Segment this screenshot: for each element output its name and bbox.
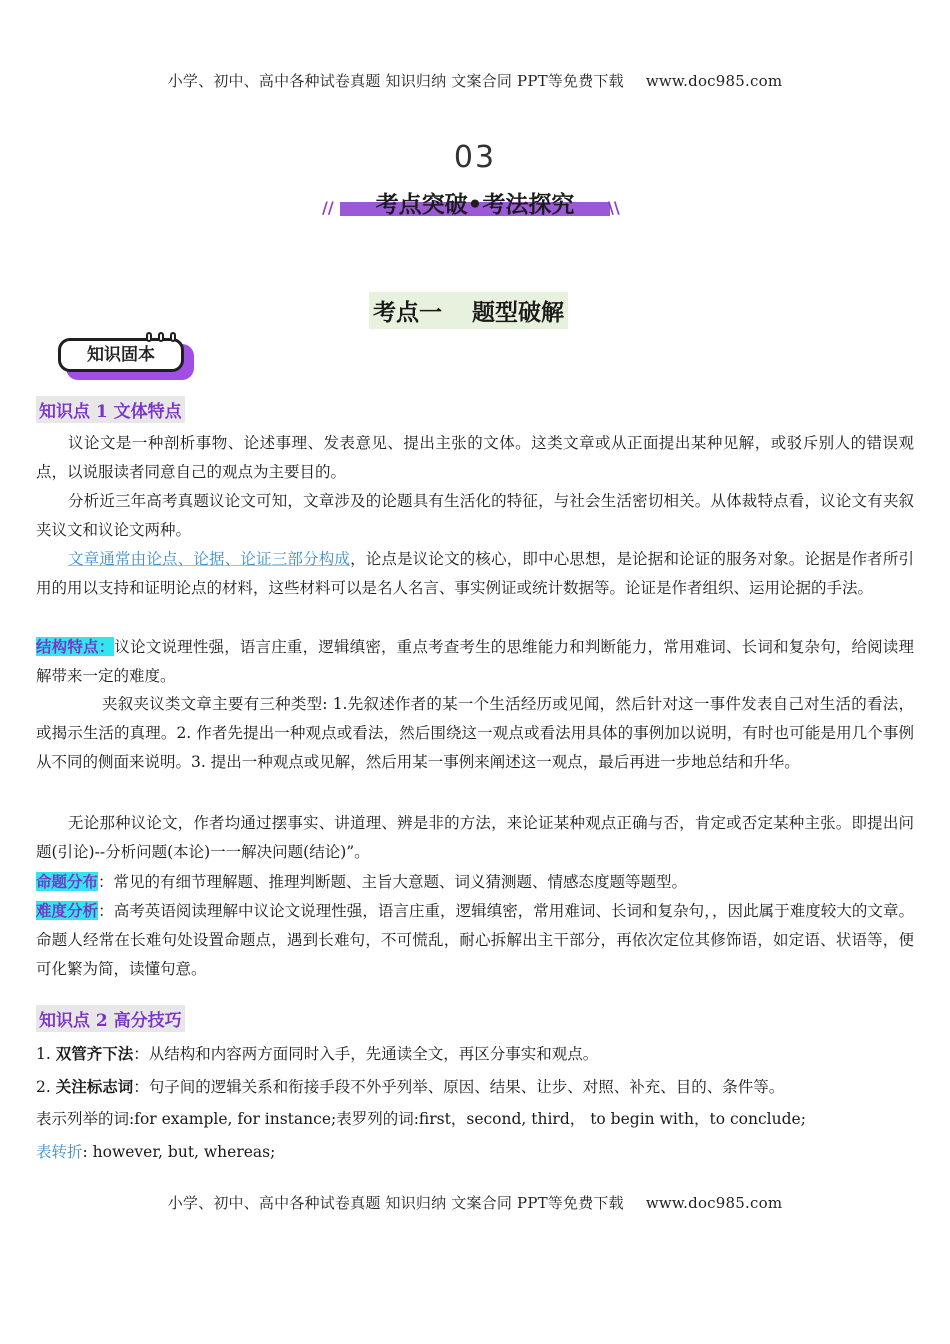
kp1-paragraph-6: 无论那种议论文，作者均通过摆事实、讲道理、辨是非的方法，来论证某种观点正确与否，肯定或否定某种主张。即提出问题(引论)--分析问题(本论)一一解决问题(结论)”。 <box>36 814 914 861</box>
section-title-banner <box>320 186 630 220</box>
footer-text: 小学、初中、高中各种试卷真题 知识归纳 文案合同 PPT等免费下载 <box>167 1194 624 1212</box>
structure-label: 结构特点： <box>36 637 115 656</box>
kp1-heading: 知识点 1 文体特点 <box>36 396 185 423</box>
section-number <box>0 140 950 175</box>
kp1-paragraph-3 <box>36 545 914 603</box>
kp1-paragraph-7 <box>36 867 914 897</box>
kp1-p3-highlight: 文章通常由论点、论据、论证三部分构成 <box>68 550 351 568</box>
distribution-text: ：常见的有细节理解题、推理判断题、主旨大意题、词义猜测题、情感态度题等题型。 <box>98 873 688 891</box>
kp1-paragraph-8 <box>36 896 914 984</box>
kp2-line-1-text: ：从结构和内容两方面同时入手，先通读全文，再区分事实和观点。 <box>133 1045 599 1063</box>
badge-rings-icon <box>146 332 186 342</box>
kp1-paragraph-4 <box>36 632 914 691</box>
kp2-line-2 <box>36 1072 914 1102</box>
difficulty-text: ：高考英语阅读理解中议论文说理性强，语言庄重，逻辑缜密，常用难词、长词和复杂句，，因此属于难度较大的文章。命题人经常在长难句处设置命题点，遇到长难句，不可慌乱，耐心拆解出主干部分，再依次定位其修饰语，如定语、状语等，便可化繁为简，读懂句意。 <box>36 902 914 978</box>
section-title: 考点突破•考法探究 <box>375 192 575 218</box>
kp1-paragraph-5: 夹叙夹议类文章主要有三种类型: 1.先叙述作者的某一个生活经历或见闻，然后针对这一事件发表自己对生活的看法，或揭示生活的真理。2. 作者先提出一种观点或看法，然后围绕这一观点或看法用具体的事例加以说明，有时也可能是用几个事例从不同的侧面来说明。3. 提出一种观点或见解，然后用某一事例来阐述这一观点，最后再进一步地总结和升华。 <box>36 695 914 771</box>
kaodian-part2: 题型破解 <box>472 300 564 326</box>
kp2-line-1-label: 双管齐下法 <box>55 1044 134 1063</box>
kp2-line-4-text: : however, but, whereas; <box>82 1143 276 1161</box>
header-url[interactable]: www.doc985.com <box>645 72 783 90</box>
kp2-line-1-num: 1. <box>36 1045 56 1063</box>
kp2-line-2-text: ：句子间的逻辑关系和衔接手段不外乎列举、原因、结果、让步、对照、补充、目的、条件等。 <box>133 1078 785 1096</box>
footer-url[interactable]: www.doc985.com <box>645 1194 783 1212</box>
left-slash-mark: // <box>322 198 334 217</box>
kaodian-heading <box>369 292 568 329</box>
kp2-line-4-label: 表转折 <box>36 1143 83 1161</box>
kp2-line-3: 表示列举的词:for example, for instance;表罗列的词:first，second, third， to begin with，to conclude; <box>36 1110 806 1128</box>
kp2-line-2-label: 关注标志词 <box>55 1077 134 1096</box>
page-footer <box>0 1192 950 1213</box>
right-slash-mark: \\ <box>608 198 620 217</box>
difficulty-label: 难度分析 <box>36 901 99 920</box>
header-text: 小学、初中、高中各种试卷真题 知识归纳 文案合同 PPT等免费下载 <box>167 72 624 90</box>
kp2-line-4 <box>36 1138 914 1167</box>
section-number-text: 03 <box>453 140 497 175</box>
kp1-p3-text: ，论点是议论文的核心，即中心思想，是论据和论证的服务对象。论据是作者所引用的用以支持和证明论点的材料，这些材料可以是名人名言、事实例证或统计数据等。论证是作者组织、运用论据的手法。 <box>36 550 914 597</box>
kp2-line-1 <box>36 1039 914 1069</box>
kp1-paragraph-2: 分析近三年高考真题议论文可知，文章涉及的论题具有生活化的特征，与社会生活密切相关。从体裁特点看，议论文有夹叙夹议文和议论文两种。 <box>36 492 914 539</box>
structure-text: 议论文说理性强，语言庄重，逻辑缜密，重点考查考生的思维能力和判断能力，常用难词、长词和复杂句，给阅读理解带来一定的难度。 <box>36 638 914 685</box>
kp2-line-2-num: 2. <box>36 1078 56 1096</box>
page-header <box>0 70 950 91</box>
kp2-heading: 知识点 2 高分技巧 <box>36 1005 185 1032</box>
kaodian-part1: 考点一 <box>373 300 442 326</box>
badge-label: 知识固本 <box>58 338 184 372</box>
kp1-paragraph-1: 议论文是一种剖析事物、论述事理、发表意见、提出主张的文体。这类文章或从正面提出某种见解，或驳斥别人的错误观点，以说服读者同意自己的观点为主要目的。 <box>36 434 914 481</box>
distribution-label: 命题分布 <box>36 872 99 891</box>
knowledge-badge <box>58 336 196 382</box>
